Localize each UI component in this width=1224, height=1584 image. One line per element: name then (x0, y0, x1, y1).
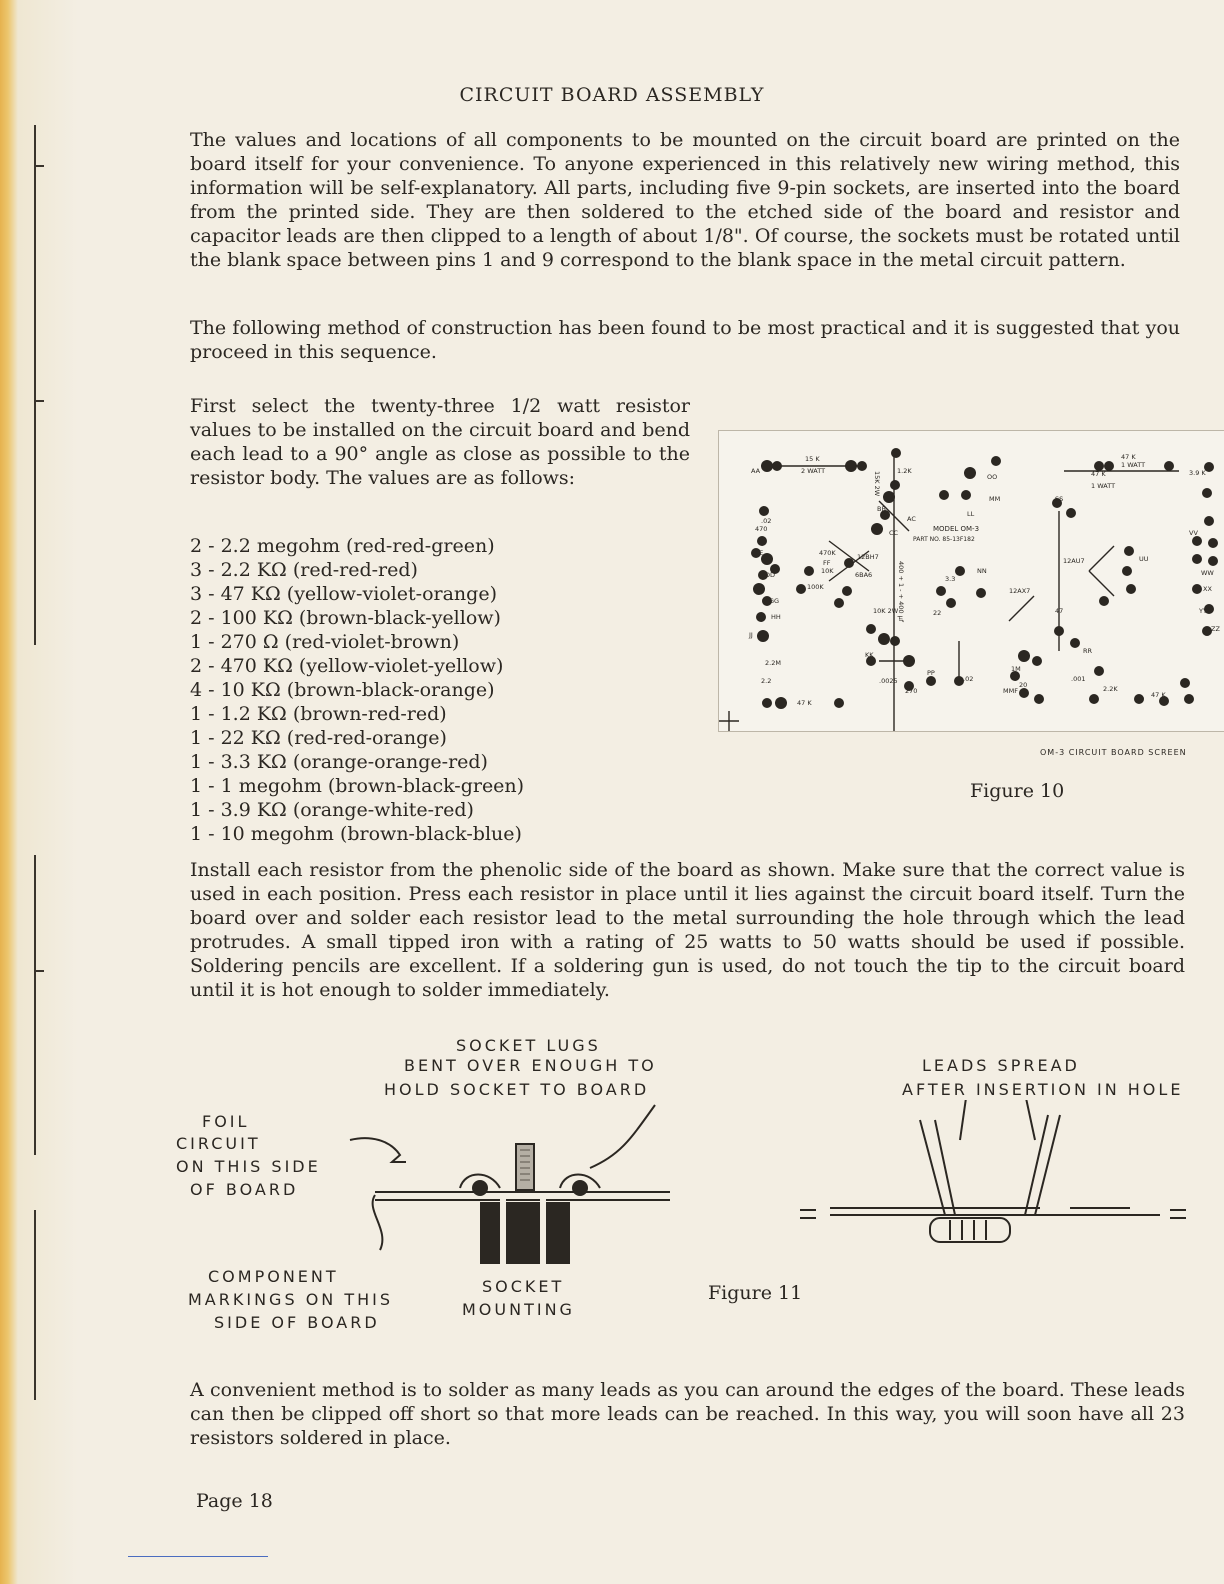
label-22: 22 (933, 609, 942, 617)
label-yy: YY (1199, 607, 1207, 615)
label-47k-bottom: 47 K (1151, 691, 1166, 699)
label-circuit: CIRCUIT (176, 1134, 261, 1153)
label-pp: PP (927, 669, 935, 677)
label-vv: VV (1189, 529, 1198, 537)
label-47k-top: 47 K (1091, 470, 1106, 478)
label-uu: UU (1139, 555, 1149, 563)
label-02b: .02 (963, 675, 974, 683)
label-after-insertion: AFTER INSERTION IN HOLE (902, 1080, 1184, 1099)
label-400uf: 400 + 1 - + 400 µf (897, 561, 905, 623)
figure-10-caption: Figure 10 (970, 780, 1065, 802)
list-item: 1 - 270 Ω (red-violet-brown) (190, 631, 460, 653)
label-1m: 1M (1011, 665, 1021, 673)
list-item: 3 - 2.2 KΩ (red-red-red) (190, 559, 418, 581)
label-ww: WW (1201, 569, 1214, 577)
label-10k-a: 10K (821, 567, 834, 575)
binder-line (34, 855, 36, 1155)
resistor-select-paragraph: First select the twenty-three 1/2 watt resistor values to be installed on the circuit board and bend each lead to a 90° angle as close as possible to the resistor body. The values are as follows: (190, 395, 690, 489)
label-6ba6: 6BA6 (855, 571, 873, 579)
label-100k: 100K (807, 583, 824, 591)
label-1watt-upper: 1 WATT (1121, 461, 1146, 469)
label-mmf: MMF (1003, 687, 1018, 695)
list-item: 1 - 10 megohm (brown-black-blue) (190, 823, 522, 845)
label-mm: MM (989, 495, 1001, 503)
label-bb: BB (877, 505, 886, 513)
label-47k-left: 47 K (797, 699, 812, 707)
label-12bh7: 12BH7 (857, 553, 879, 561)
intro-paragraph: The values and locations of all components to be mounted on the circuit board are printed on the board itself for your convenience. To anyone experienced in this relatively new wiring method, this information will be self-explanatory. All parts, including five 9-pin sockets, are inserted into the board from the printed side. They are then soldered to the etched side of the board and resistor and capacitor leads are then clipped to a length of about 1/8". Of course, the sockets must be rotated until the blank space between pins 1 and 9 correspond to the blank space in the metal circuit pattern. (190, 129, 1180, 271)
binder-tick (34, 165, 44, 167)
label-nn: NN (977, 567, 987, 575)
label-ff: FF (823, 559, 831, 567)
resistor-list (190, 534, 524, 846)
figure-10-subcaption: OM-3 CIRCUIT BOARD SCREEN (1040, 748, 1187, 757)
circuit-board-figure (718, 430, 1224, 732)
binder-line (34, 125, 36, 645)
label-0025: .0025 (879, 677, 898, 685)
label-47: 47 (1055, 607, 1064, 615)
page-edge (0, 0, 78, 1584)
label-mounting: MOUNTING (462, 1300, 575, 1319)
label-side-of-board: SIDE OF BOARD (214, 1313, 380, 1332)
label-470: 470 (755, 525, 768, 533)
socket-mounting-diagram (330, 1100, 1210, 1290)
label-15k: 15 K (805, 455, 820, 463)
board-model: MODEL OM-3 (933, 525, 980, 533)
board-part-no: PART NO. 85-13F182 (913, 536, 975, 543)
label-12au7: 12AU7 (1063, 557, 1085, 565)
label-hold-socket: HOLD SOCKET TO BOARD (384, 1080, 650, 1099)
method-paragraph: The following method of construction has been found to be most practical and it is suggested that you proceed in this sequence. (190, 317, 1180, 363)
list-item: 1 - 3.9 KΩ (orange-white-red) (190, 799, 474, 821)
label-socket-lugs: SOCKET LUGS (456, 1036, 601, 1055)
install-paragraph: Install each resistor from the phenolic side of the board as shown. Make sure that the correct value is used in each position. Press each resistor in place until it lies against the circuit board itself. Turn the board over and solder each resistor lead to the metal surrounding the hole through which the lead protrudes. A small tipped iron with a rating of 25 watts to 50 watts should be used if possible. Soldering pencils are excellent. If a soldering gun is used, do not touch the tip to the circuit board until it is hot enough to solder immediately. (190, 859, 1185, 1001)
label-kk: KK (865, 651, 874, 659)
label-markings: MARKINGS ON THIS (188, 1290, 394, 1309)
label-xx: XX (1203, 585, 1212, 593)
label-12k: 1.2K (897, 467, 912, 475)
label-001: .001 (1071, 675, 1086, 683)
label-of-board: OF BOARD (190, 1180, 299, 1199)
list-item: 2 - 2.2 megohm (red-red-green) (190, 535, 495, 557)
label-leads-spread: LEADS SPREAD (922, 1056, 1080, 1075)
label-15k2w: 15K 2W (873, 471, 881, 497)
label-470k: 470K (819, 549, 836, 557)
label-bent-over: BENT OVER ENOUGH TO (404, 1056, 657, 1075)
list-item: 1 - 3.3 KΩ (orange-orange-red) (190, 751, 488, 773)
label-foil: FOIL (202, 1112, 250, 1131)
closing-paragraph: A convenient method is to solder as many leads as you can around the edges of the board. These leads can then be clipped off short so that more leads can be reached. In this way, you will soon have all 23 resistors soldered in place. (190, 1379, 1185, 1449)
label-ac: AC (907, 515, 916, 523)
list-item: 2 - 470 KΩ (yellow-violet-yellow) (190, 655, 504, 677)
label-22b: 2.2 (761, 677, 772, 685)
label-cc: CC (889, 529, 899, 537)
label-39k: 3.9 K (1189, 469, 1206, 477)
list-item: 1 - 1 megohm (brown-black-green) (190, 775, 525, 797)
binder-tick (34, 970, 44, 972)
binder-line (34, 1210, 36, 1400)
figure-11-caption: Figure 11 (708, 1282, 803, 1304)
label-zz: ZZ (1211, 625, 1220, 633)
label-gg: GG (769, 597, 780, 605)
label-dd: DD (765, 571, 776, 579)
page-title: CIRCUIT BOARD ASSEMBLY (459, 84, 765, 106)
label-jj: JJ (749, 631, 753, 639)
label-socket: SOCKET (482, 1277, 565, 1296)
label-47k-upper: 47 K (1121, 453, 1136, 461)
binder-tick (34, 400, 44, 402)
label-1watt: 1 WATT (1091, 482, 1116, 490)
list-item: 1 - 22 KΩ (red-red-orange) (190, 727, 447, 749)
label-oo: OO (987, 473, 998, 481)
label-10k2w: 10K 2W (873, 607, 899, 615)
label-aa: AA (751, 467, 761, 475)
label-component: COMPONENT (208, 1267, 339, 1286)
label-rr: RR (1083, 647, 1093, 655)
label-02: .02 (761, 517, 772, 525)
label-22m: 2.2M (765, 659, 781, 667)
label-ll: LL (967, 510, 975, 518)
label-12ax7: 12AX7 (1009, 587, 1031, 595)
label-270: 270 (905, 687, 918, 695)
page-number: Page 18 (196, 1490, 273, 1512)
label-2watt: 2 WATT (801, 467, 826, 475)
label-hh: HH (771, 613, 781, 621)
list-item: 1 - 1.2 KΩ (brown-red-red) (190, 703, 447, 725)
label-22k: 2.2K (1103, 685, 1118, 693)
list-item: 4 - 10 KΩ (brown-black-orange) (190, 679, 495, 701)
label-20: 20 (1019, 681, 1028, 689)
label-33: 3.3 (945, 575, 956, 583)
label-ss: SS (1055, 495, 1064, 503)
list-item: 3 - 47 KΩ (yellow-violet-orange) (190, 583, 497, 605)
bottom-rule (128, 1556, 268, 1557)
list-item: 2 - 100 KΩ (brown-black-yellow) (190, 607, 501, 629)
label-ee: EE (755, 549, 764, 557)
label-on-this-side: ON THIS SIDE (176, 1157, 321, 1176)
